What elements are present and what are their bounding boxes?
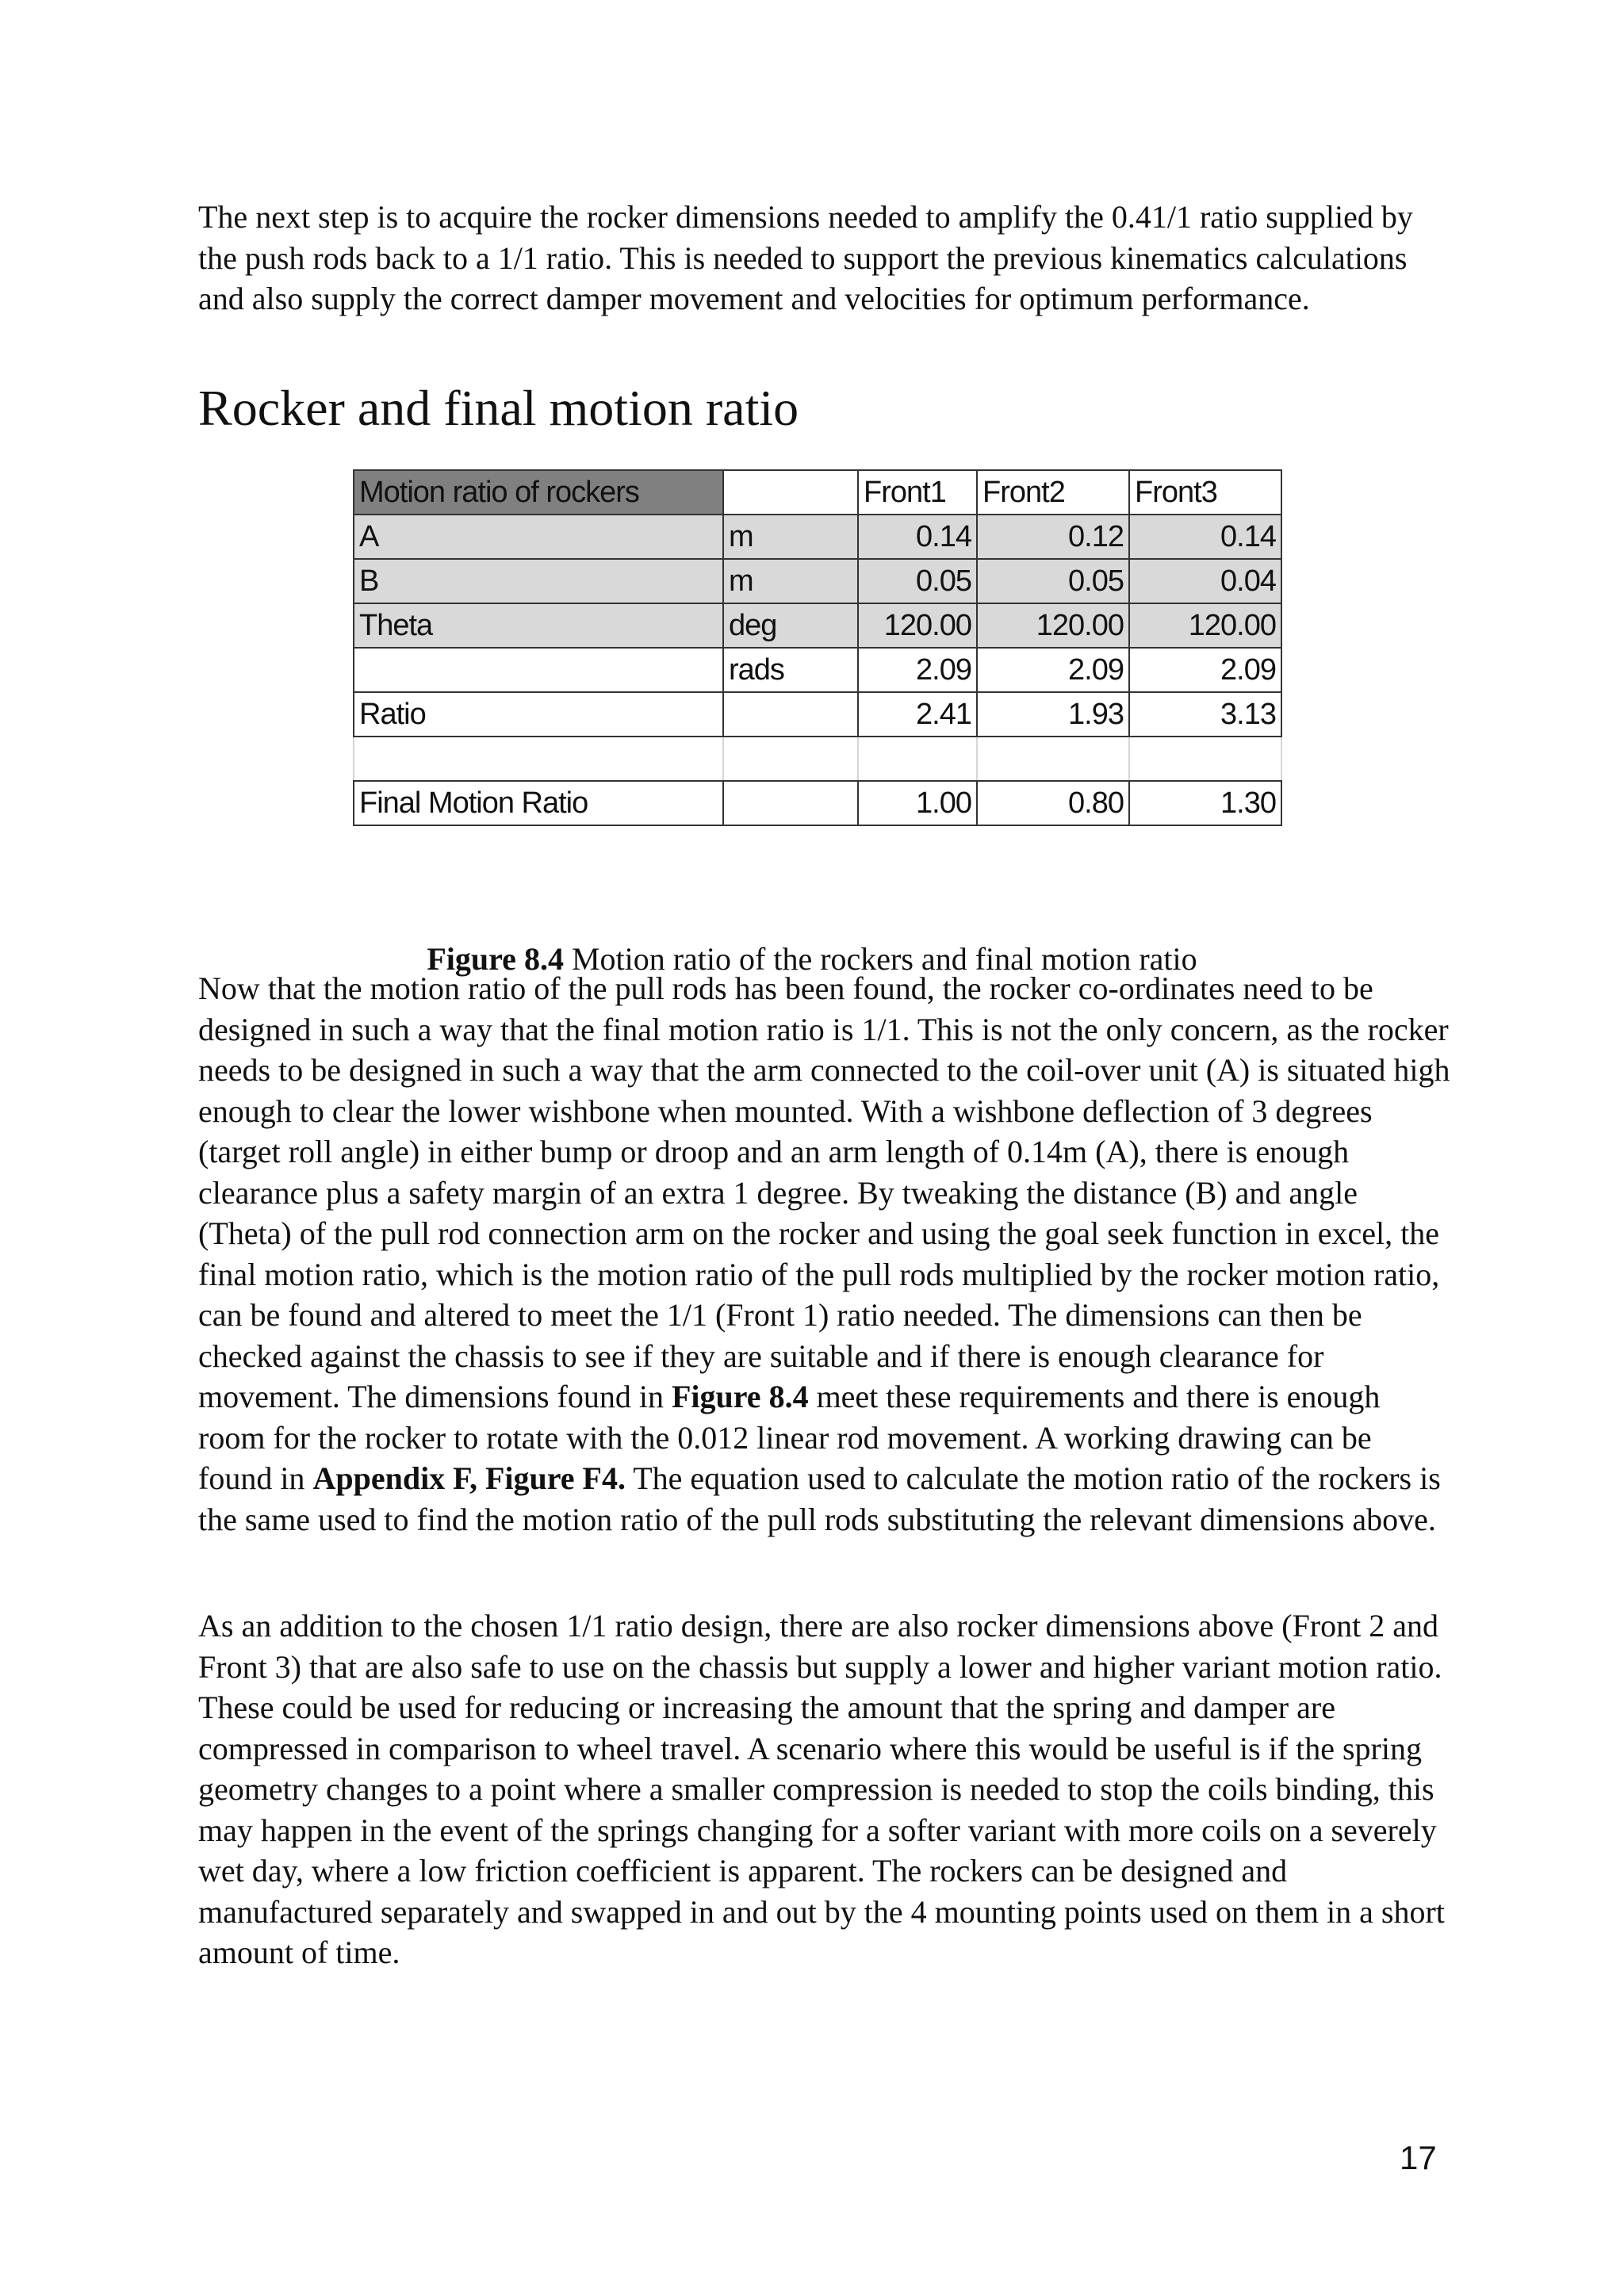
- table-cell: 0.14: [1129, 515, 1281, 559]
- row-label: Ratio: [354, 692, 723, 737]
- table-cell: 0.04: [1129, 559, 1281, 603]
- row-label: Final Motion Ratio: [354, 781, 723, 825]
- table-cell: 2.09: [977, 648, 1129, 692]
- appendix-reference: Appendix F, Figure F4.: [312, 1460, 626, 1496]
- table-cell: 2.09: [1129, 648, 1281, 692]
- column-header-front3: Front3: [1129, 470, 1281, 515]
- table-cell: 1.93: [977, 692, 1129, 737]
- closing-paragraph: As an addition to the chosen 1/1 ratio design, there are also rocker dimensions above (Front 2 and Front 3) that are also safe to use on the chassis but supply a lower and higher variant motion ratio. These could be used for reducing or increasing the amount that the spring and damper are compressed in comparison to wheel travel. A scenario where this would be useful is if the spring geometry changes to a point where a smaller compression is needed to stop the coils binding, this may happen in the event of the springs changing for a softer variant with more coils on a severely wet day, where a low friction coefficient is apparent. The rockers can be designed and manufactured separately and swapped in and out by the 4 mounting points used on them in a short amount of time.: [198, 1608, 1445, 1970]
- intro-paragraph: The next step is to acquire the rocker dimensions needed to amplify the 0.41/1 ratio supplied by the push rods back to a 1/1 ratio. This is needed to support the previous kinematics calculations and also supply the correct damper movement and velocities for optimum performance.: [198, 199, 1413, 316]
- table-row-a: [354, 515, 1281, 559]
- table-cell: 2.09: [858, 648, 977, 692]
- row-unit: deg: [723, 603, 858, 648]
- motion-ratio-table: [353, 469, 1282, 826]
- table-cell: 3.13: [1129, 692, 1281, 737]
- table-title-cell: Motion ratio of rockers: [354, 470, 723, 515]
- table-row-ratio: [354, 692, 1281, 737]
- table-row-b: [354, 559, 1281, 603]
- figure-reference: Figure 8.4: [671, 1379, 809, 1414]
- table-cell: 0.14: [858, 515, 977, 559]
- row-label: [354, 648, 723, 692]
- table-cell: 1.00: [858, 781, 977, 825]
- table-header-row: [354, 470, 1281, 515]
- table-cell: 1.30: [1129, 781, 1281, 825]
- table-spacer-row: [354, 737, 1281, 781]
- table-cell: 120.00: [1129, 603, 1281, 648]
- row-label: Theta: [354, 603, 723, 648]
- table-header-unit: [723, 470, 858, 515]
- row-unit: m: [723, 559, 858, 603]
- column-header-front1: Front1: [858, 470, 977, 515]
- table-cell: 0.05: [977, 559, 1129, 603]
- table-row-theta: [354, 603, 1281, 648]
- row-unit: [723, 781, 858, 825]
- body-text: The equation used to calculate the motion ratio of the rockers is the same used to find the motion ratio of the pull rods substituting the relevant dimensions above.: [198, 1460, 1441, 1537]
- row-unit: [723, 692, 858, 737]
- figure-caption-text: Motion ratio of the rockers and final motion ratio: [563, 941, 1197, 977]
- table-cell: 0.80: [977, 781, 1129, 825]
- page-number: 17: [1400, 2139, 1437, 2176]
- table-cell: 0.05: [858, 559, 977, 603]
- row-label: A: [354, 515, 723, 559]
- body-text: meet these requirements and there is enough room for the rocker to rotate with the 0.012 linear rod movement. A working drawing can be found in: [198, 1379, 1381, 1496]
- row-unit: m: [723, 515, 858, 559]
- figure-label: Figure 8.4: [427, 941, 564, 977]
- table-cell: 120.00: [858, 603, 977, 648]
- column-header-front2: Front2: [977, 470, 1129, 515]
- table-cell: 0.12: [977, 515, 1129, 559]
- section-heading: Rocker and final motion ratio: [198, 380, 799, 436]
- row-unit: rads: [723, 648, 858, 692]
- table-cell: 2.41: [858, 692, 977, 737]
- table-row-rads: [354, 648, 1281, 692]
- body-paragraph: [198, 968, 1451, 1540]
- row-label: B: [354, 559, 723, 603]
- table-cell: 120.00: [977, 603, 1129, 648]
- table-row-final-motion-ratio: [354, 781, 1281, 825]
- body-text: Now that the motion ratio of the pull rods has been found, the rocker co-ordinates need to be designed in such a way that the final motion ratio is 1/1. This is not the only concern, as the rocker needs to be designed in such a way that the arm connected to the coil-over unit (A) is situated high enough to clear the lower wishbone when mounted. With a wishbone deflection of 3 degrees (target roll angle) in either bump or droop and an arm length of 0.14m (A), there is enough clearance plus a safety margin of an extra 1 degree. By tweaking the distance (B) and angle (Theta) of the pull rod connection arm on the rocker and using the goal seek function in excel, the final motion ratio, which is the motion ratio of the pull rods multiplied by the rocker motion ratio, can be found and altered to meet the 1/1 (Front 1) ratio needed. The dimensions can then be checked against the chassis to see if they are suitable and if there is enough clearance for movement. The dimensions found in: [198, 970, 1450, 1414]
